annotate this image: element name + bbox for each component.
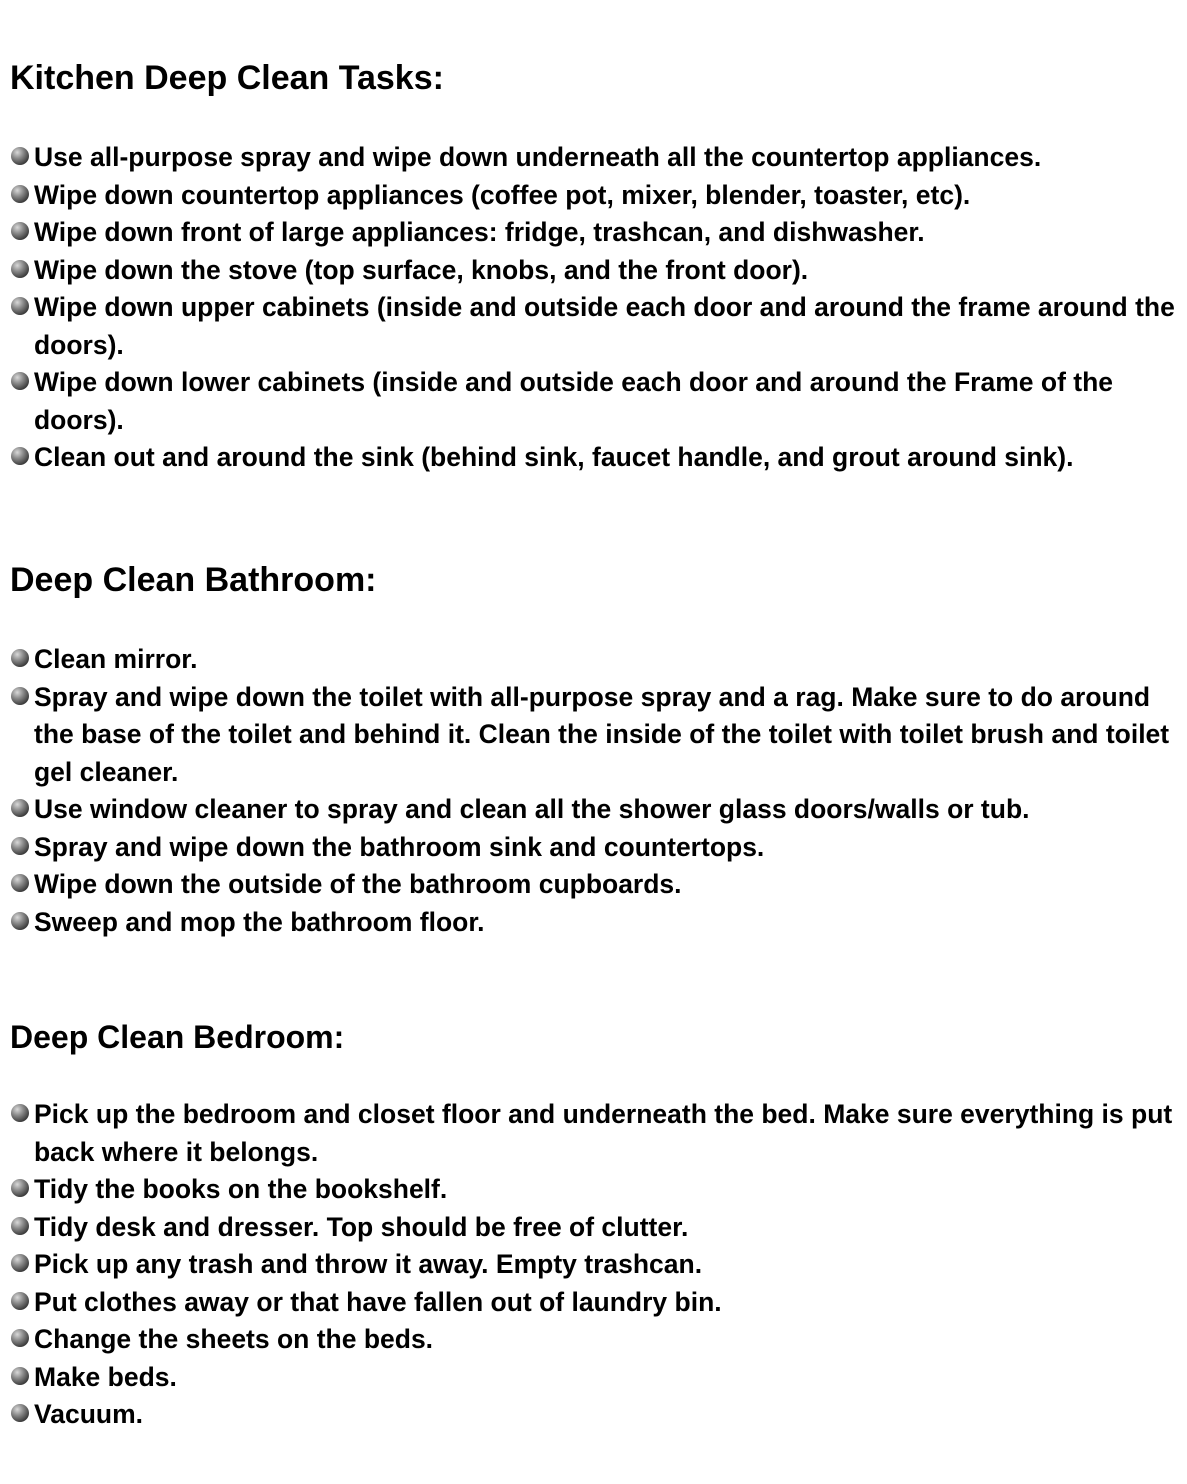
bullet-icon [11,837,29,855]
task-text: Wipe down the stove (top surface, knobs, and the front door). [34,254,809,285]
kitchen-task-list [10,139,1182,477]
bullet-icon [11,185,29,203]
list-item [10,866,1182,904]
list-item [10,829,1182,867]
bathroom-task-list [10,641,1182,941]
bullet-icon [11,1292,29,1310]
bathroom-heading: Deep Clean Bathroom: [10,561,377,599]
task-text: Sweep and mop the bathroom floor. [34,906,485,937]
bullet-icon [11,687,29,705]
bullet-icon [11,147,29,165]
bullet-icon [11,1254,29,1272]
task-text: Clean out and around the sink (behind sink, faucet handle, and grout around sink). [34,442,1074,472]
task-text: Wipe down the outside of the bathroom cupboards. [34,869,682,899]
task-text: Wipe down countertop appliances (coffee pot, mixer, blender, toaster, etc). [34,179,971,210]
list-item [10,214,1182,252]
list-item [10,1209,1182,1247]
task-text: Pick up any trash and throw it away. Empty trashcan. [34,1249,703,1279]
bullet-icon [11,649,29,667]
kitchen-section [10,58,1182,472]
task-text: Make beds. [34,1361,177,1392]
bullet-icon [11,1104,29,1122]
list-item [10,1396,1182,1434]
bullet-icon [11,447,29,465]
task-text: Clean mirror. [34,644,198,674]
bullet-icon [11,1404,29,1422]
list-item [10,289,1182,364]
task-text: Wipe down upper cabinets (inside and outside each door and around the frame around the doors). [34,292,1175,360]
task-text: Use all-purpose spray and wipe down underneath all the countertop appliances. [34,142,1042,172]
list-item [10,439,1182,477]
bullet-icon [11,1367,29,1385]
list-item [10,139,1182,177]
bedroom-section [10,1017,1182,1429]
task-text: Wipe down lower cabinets (inside and outside each door and around the Frame of the doors). [34,367,1114,435]
task-text: Put clothes away or that have fallen out of laundry bin. [34,1286,722,1317]
bedroom-heading: Deep Clean Bedroom: [10,1019,345,1055]
task-text: Tidy the books on the bookshelf. [34,1174,448,1204]
list-item [10,904,1182,942]
list-item [10,641,1182,679]
list-item [10,1359,1182,1397]
list-item [10,252,1182,290]
list-item [10,1246,1182,1284]
task-text: Spray and wipe down the bathroom sink and countertops. [34,831,765,862]
task-text: Tidy desk and dresser. Top should be free of clutter. [34,1211,689,1242]
list-item [10,1171,1182,1209]
list-item [10,177,1182,215]
bullet-icon [11,1217,29,1235]
list-item [10,1284,1182,1322]
bullet-icon [11,799,29,817]
bedroom-task-list [10,1096,1182,1434]
bullet-icon [11,372,29,390]
task-text: Pick up the bedroom and closet floor and underneath the bed. Make sure everything is put back where it belongs. [34,1099,1173,1167]
bullet-icon [11,222,29,240]
bullet-icon [11,912,29,930]
list-item [10,364,1182,439]
list-item [10,1096,1182,1171]
task-text: Use window cleaner to spray and clean all the shower glass doors/walls or tub. [34,794,1030,824]
list-item [10,791,1182,829]
bullet-icon [11,1329,29,1347]
bullet-icon [11,260,29,278]
list-item [10,1321,1182,1359]
task-text: Vacuum. [34,1399,143,1429]
task-text: Wipe down front of large appliances: fridge, trashcan, and dishwasher. [34,217,925,247]
bullet-icon [11,297,29,315]
list-item [10,679,1182,792]
kitchen-heading: Kitchen Deep Clean Tasks: [10,59,444,97]
task-text: Change the sheets on the beds. [34,1324,434,1354]
bullet-icon [11,1179,29,1197]
bullet-icon [11,874,29,892]
bathroom-section [10,560,1182,937]
task-text: Spray and wipe down the toilet with all-purpose spray and a rag. Make sure to do around the base of the toilet and behind it. Clean the inside of the toilet with toilet brush and toilet gel cleaner. [34,681,1170,787]
